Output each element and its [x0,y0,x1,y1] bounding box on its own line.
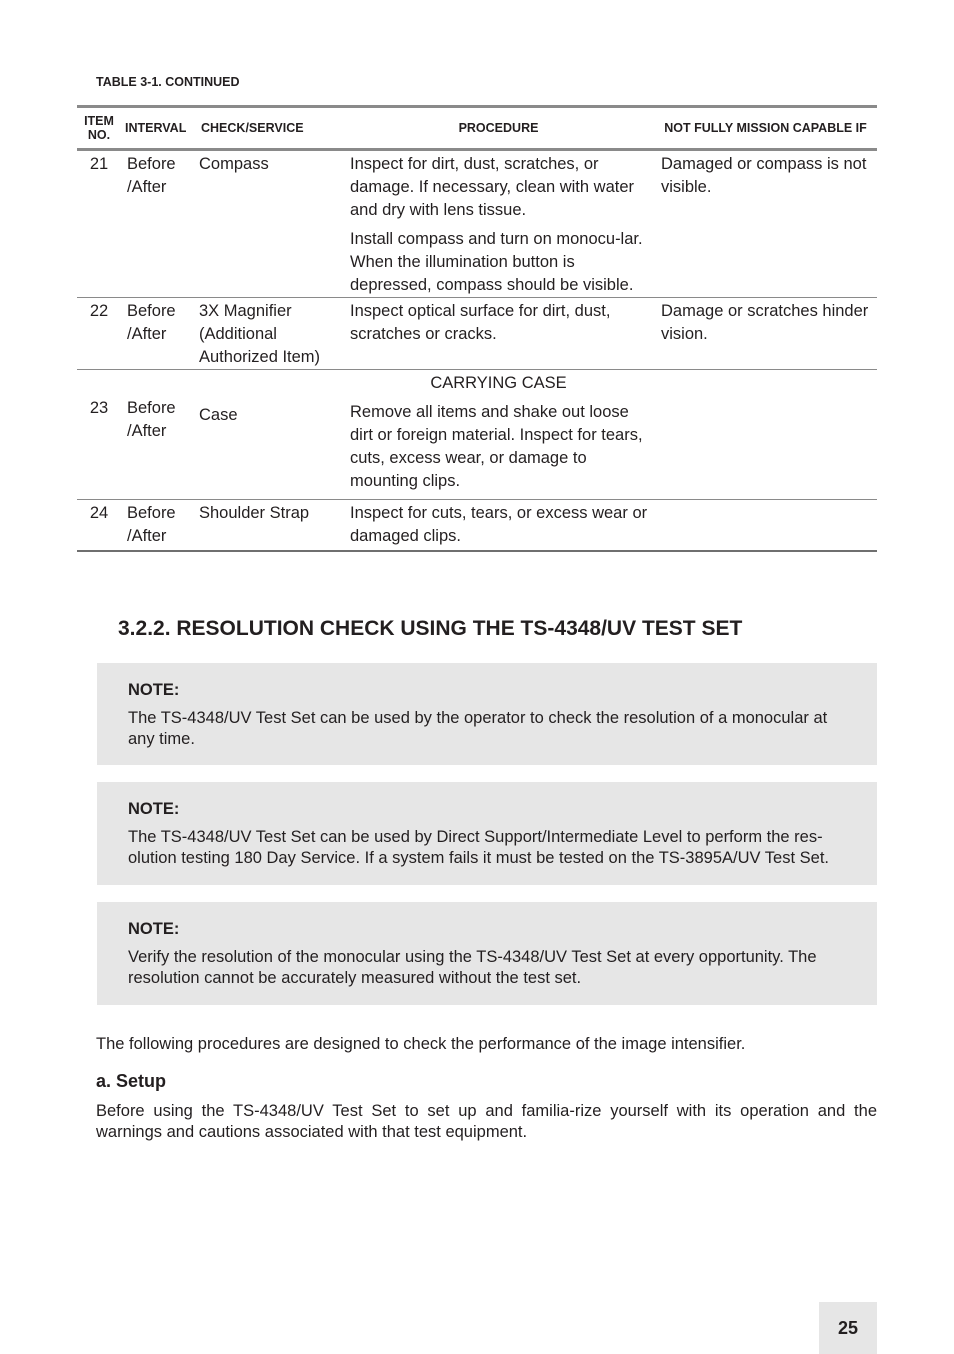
header-check-service: CHECK/SERVICE [201,121,304,135]
item-number: 22 [89,302,109,320]
procedure-paragraph: Inspect for cuts, tears, or excess wear or damaged clips. [350,504,648,545]
setup-paragraph: Before using the TS-4348/UV Test Set to set up and familia-rize yourself with its operation and the warnings and cautions associated with that test equipment. [96,1102,877,1141]
procedure-paragraph: Inspect for dirt, dust, scratches, or damage. If necessary, clean with water and dry with lens tissue. [350,155,634,219]
header-nfmc: NOT FULLY MISSION CAPABLE IF [664,121,867,135]
intro-paragraph: The following procedures are designed to check the performance of the image intensifier. [96,1035,746,1053]
interval-cell: Before /After [127,155,176,196]
page-number: 25 [819,1302,877,1354]
item-number: 23 [89,399,109,417]
header-interval: INTERVAL [125,121,187,135]
procedure-cell [343,500,654,552]
header-item-no: ITEM NO. [84,114,114,142]
nfmc-cell: Damaged or compass is not visible. [661,155,867,196]
section-subheading: CARRYING CASE [430,374,567,392]
table-row [77,500,877,552]
table-row [77,298,877,370]
note-title: NOTE: [128,681,180,699]
procedure-cell [343,298,654,370]
check-cell: Compass [199,155,269,173]
section-heading: 3.2.2. RESOLUTION CHECK USING THE TS-4348/UV TEST SET [118,617,743,640]
procedure-paragraph: Inspect optical surface for dirt, dust, scratches or cracks. [350,302,611,343]
procedure-paragraph: Install compass and turn on monocu-lar. When the illumination button is depressed, compass should be visible. [350,230,643,294]
table-header-row [77,107,877,150]
item-number: 21 [89,155,109,173]
check-cell: Shoulder Strap [199,504,310,522]
item-number: 24 [89,504,109,522]
note-box [97,902,877,1005]
note-text: The TS-4348/UV Test Set can be used by Direct Support/Intermediate Level to perform the res-olution testing 180 Day Service. If a system fails it must be tested on the TS-3895A/UV Test Set. [128,828,829,867]
check-cell: 3X Magnifier (Additional Authorized Item) [199,302,321,366]
note-title: NOTE: [128,800,180,818]
note-text: Verify the resolution of the monocular using the TS-4348/UV Test Set at every opportunity. The resolution cannot be accurately measured without the test set. [128,948,817,987]
procedure-paragraph: Remove all items and shake out loose dirt or foreign material. Inspect for tears, cuts, excess wear, or damage to mounting clips. [350,403,643,490]
procedure-cell [343,150,654,298]
header-procedure: PROCEDURE [458,121,539,135]
nfmc-cell: Damage or scratches hinder vision. [661,302,869,343]
interval-cell: Before /After [127,399,176,440]
nfmc-cell [654,370,877,500]
maintenance-table [77,105,877,552]
note-title: NOTE: [128,920,180,938]
table-row [77,150,877,298]
nfmc-cell [654,500,877,552]
interval-cell: Before /After [127,302,176,343]
procedure-cell [343,370,654,500]
setup-heading: a. Setup [96,1071,167,1091]
check-cell: Case [199,406,238,424]
note-box [97,782,877,885]
note-box [97,663,877,765]
table-row [77,370,877,500]
table-caption: TABLE 3-1. CONTINUED [96,75,240,89]
note-text: The TS-4348/UV Test Set can be used by the operator to check the resolution of a monocular at any time. [128,709,828,748]
interval-cell: Before /After [127,504,176,545]
